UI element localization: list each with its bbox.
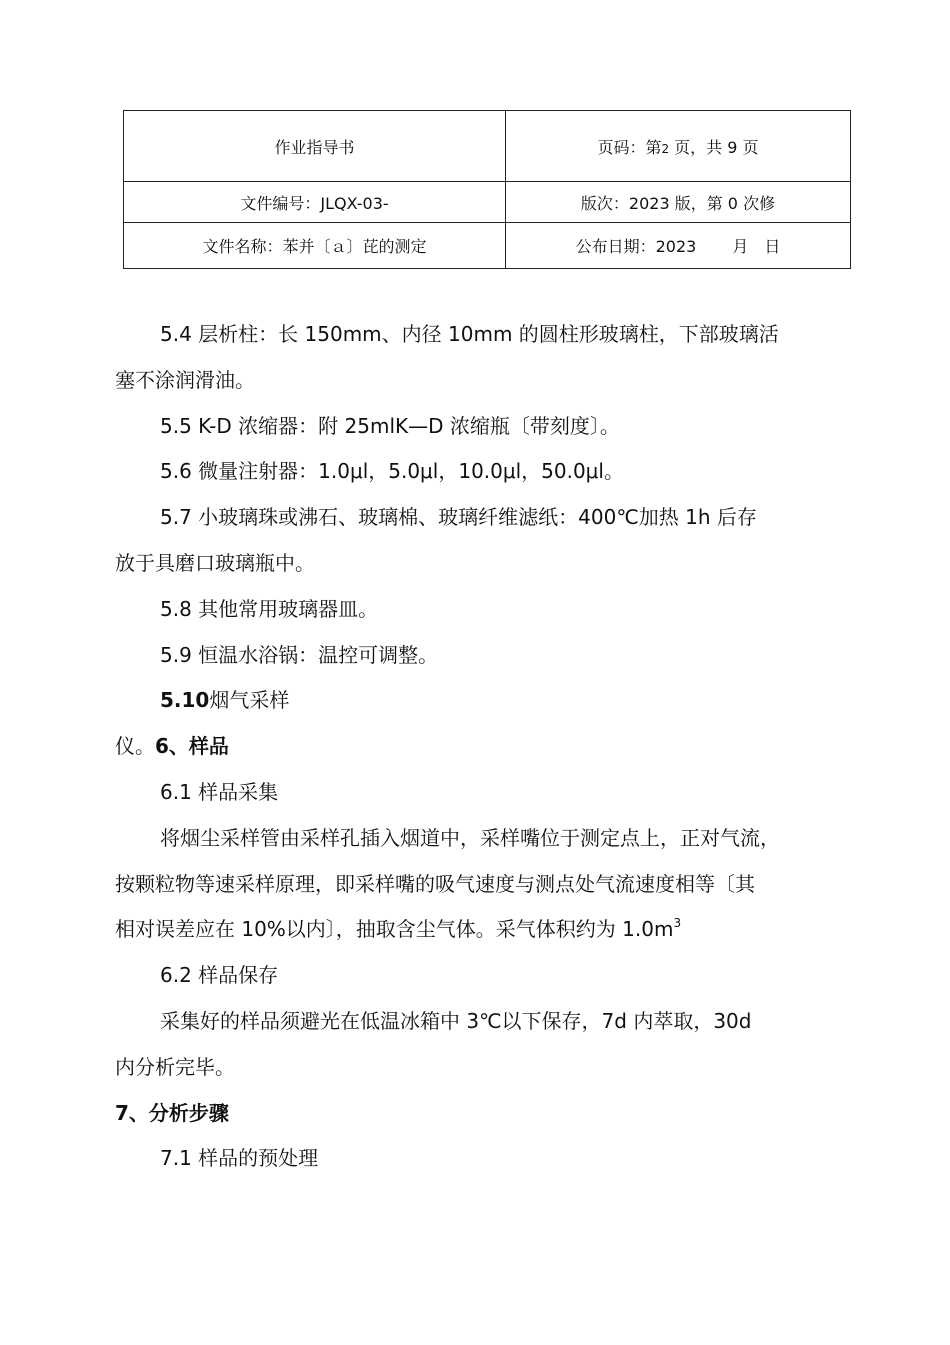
paragraph-6-2-line1: 采集好的样品须避光在低温冰箱中 3℃以下保存，7d 内萃取，30d <box>160 1008 752 1033</box>
publish-date-cell <box>506 223 851 269</box>
item-text-5-10: 烟气采样 <box>209 688 290 713</box>
subheading-6-1: 6.1 样品采集 <box>160 779 279 804</box>
document-body <box>115 312 840 1182</box>
publish-date: 公布日期：2023 <box>575 237 697 256</box>
doc-number: 文件编号：JLQX-03- <box>240 193 389 213</box>
paragraph-5-7-cont: 放于具磨口玻璃瓶中。 <box>115 550 315 575</box>
paragraph-5-6: 5.6 微量注射器：1.0μl，5.0μl，10.0μl，50.0μl。 <box>160 459 624 484</box>
item-number-5-10: 5.10 <box>160 688 210 713</box>
publish-day: 日 <box>764 237 781 256</box>
paragraph-5-10 <box>115 678 840 724</box>
section-heading-6: 6、样品 <box>155 734 229 759</box>
paragraph-6-1-line3-text: 相对误差应在 10%以内〕，抽取含尘气体。采气体积约为 1.0m <box>115 917 674 942</box>
doc-name-cell <box>124 223 506 269</box>
page-current: 2 <box>661 141 670 156</box>
doc-number-cell <box>124 182 506 223</box>
document-header-table <box>123 110 851 269</box>
subheading-7-1: 7.1 样品的预处理 <box>160 1146 319 1171</box>
subheading-6-2: 6.2 样品保存 <box>160 963 279 988</box>
page-prefix: 页码：第 <box>597 137 662 157</box>
doc-type: 作业指导书 <box>274 137 355 157</box>
paragraph-5-5: 5.5 K-D 浓缩器：附 25mlK—D 浓缩瓶〔带刻度〕。 <box>160 413 620 438</box>
publish-month: 月 <box>732 237 749 256</box>
page-total: 9 <box>727 137 738 157</box>
paragraph-6-1-line2: 按颗粒物等速采样原理，即采样嘴的吸气速度与测点处气流速度相等〔其 <box>115 871 755 896</box>
page-suffix: 页 <box>737 137 759 157</box>
doc-name: 文件名称：苯并〔ａ〕芘的测定 <box>202 237 427 256</box>
paragraph-5-9: 5.9 恒温水浴锅：温控可调整。 <box>160 642 439 667</box>
version: 版次：2023 版，第 0 次修 <box>580 193 776 213</box>
doc-type-cell <box>124 111 506 182</box>
paragraph-5-8: 5.8 其他常用玻璃器皿。 <box>160 596 379 621</box>
superscript-3: 3 <box>673 916 682 931</box>
section-heading-7: 7、分析步骤 <box>115 1100 229 1125</box>
paragraph-5-4-cont: 塞不涂润滑油。 <box>115 367 255 392</box>
version-cell <box>506 182 851 223</box>
page-number-cell <box>506 111 851 182</box>
paragraph-5-7: 5.7 小玻璃珠或沸石、玻璃棉、玻璃纤维滤纸：400℃加热 1h 后存 <box>160 505 757 530</box>
paragraph-6-1-line3 <box>115 907 840 953</box>
paragraph-section-6-line <box>115 724 840 770</box>
item-text-5-10-cont: 仪。 <box>115 734 155 759</box>
paragraph-5-4: 5.4 层析柱：长 150mm、内径 10mm 的圆柱形玻璃柱，下部玻璃活 <box>160 322 779 346</box>
paragraph-6-1-line1: 将烟尘采样管由采样孔插入烟道中，采样嘴位于测定点上，正对气流， <box>160 825 780 850</box>
paragraph-6-2-line2: 内分析完毕。 <box>115 1054 235 1079</box>
page-middle: 页，共 <box>669 137 728 157</box>
